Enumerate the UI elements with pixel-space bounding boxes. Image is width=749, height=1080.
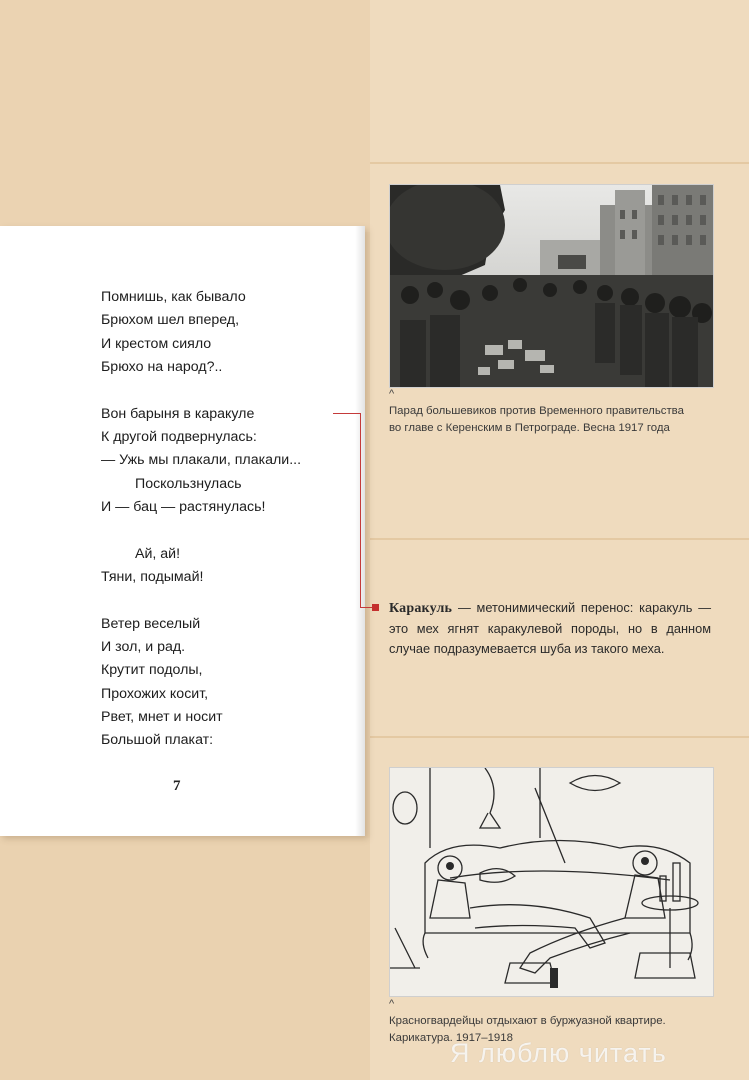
photo-caricature-caption-line2: Карикатура. 1917–1918 bbox=[389, 1032, 513, 1044]
panel-fold bbox=[370, 162, 749, 164]
poem-line: Тяни, подымай! bbox=[101, 569, 204, 585]
photo-parade-caption-line2: во главе с Керенским в Петрограде. Весна 1917 года bbox=[389, 422, 670, 434]
caricature-image bbox=[390, 768, 713, 996]
poem-line: Вон барыня в каракуле bbox=[101, 406, 255, 422]
photo-caricature-caption-line1: Красногвардейцы отдыхают в буржуазной квартире. bbox=[389, 1015, 666, 1027]
poem-line: — Ужь мы плакали, плакали... bbox=[101, 452, 302, 468]
poem-line: Помнишь, как бывало bbox=[101, 289, 246, 305]
poem-line: Крутит подолы, bbox=[101, 662, 203, 678]
poem-line: Ветер веселый bbox=[101, 616, 201, 632]
poem-line: Брюхом шел вперед, bbox=[101, 312, 240, 328]
panel-fold bbox=[370, 538, 749, 540]
poem-line: И зол, и рад. bbox=[101, 639, 186, 655]
poem-line: Большой плакат: bbox=[101, 732, 214, 748]
parade-photo-image bbox=[390, 185, 713, 387]
poem-line: Ай, ай! bbox=[135, 546, 181, 562]
photo-caricature bbox=[389, 767, 714, 997]
footnote-text: — метонимический перенос: каракуль — это мех ягнят каракулевой породы, но в данном случае подразумевается шуба из такого меха. bbox=[389, 600, 711, 656]
footnote bbox=[389, 598, 711, 659]
poem-line: Рвет, мнет и носит bbox=[101, 709, 223, 725]
connector-line bbox=[360, 413, 361, 608]
photo-parade bbox=[389, 184, 714, 388]
caption-caret: ^ bbox=[389, 388, 395, 400]
poem-line: Поскользнулась bbox=[135, 476, 242, 492]
poem-line: И крестом сияло bbox=[101, 336, 212, 352]
photo-parade-caption-line1: Парад большевиков против Временного правительства bbox=[389, 405, 684, 417]
page-number: 7 bbox=[173, 778, 181, 794]
footnote-term: Каракуль bbox=[389, 601, 453, 616]
poem-line: Прохожих косит, bbox=[101, 686, 209, 702]
note-marker bbox=[372, 604, 379, 611]
poem-line: Брюхо на народ?.. bbox=[101, 359, 223, 375]
panel-fold bbox=[370, 736, 749, 738]
poem-line: И — бац — растянулась! bbox=[101, 499, 266, 515]
connector-line bbox=[333, 413, 361, 414]
caption-caret: ^ bbox=[389, 998, 395, 1010]
watermark: Я люблю читать bbox=[450, 1038, 667, 1068]
poem-line: К другой подвернулась: bbox=[101, 429, 257, 445]
